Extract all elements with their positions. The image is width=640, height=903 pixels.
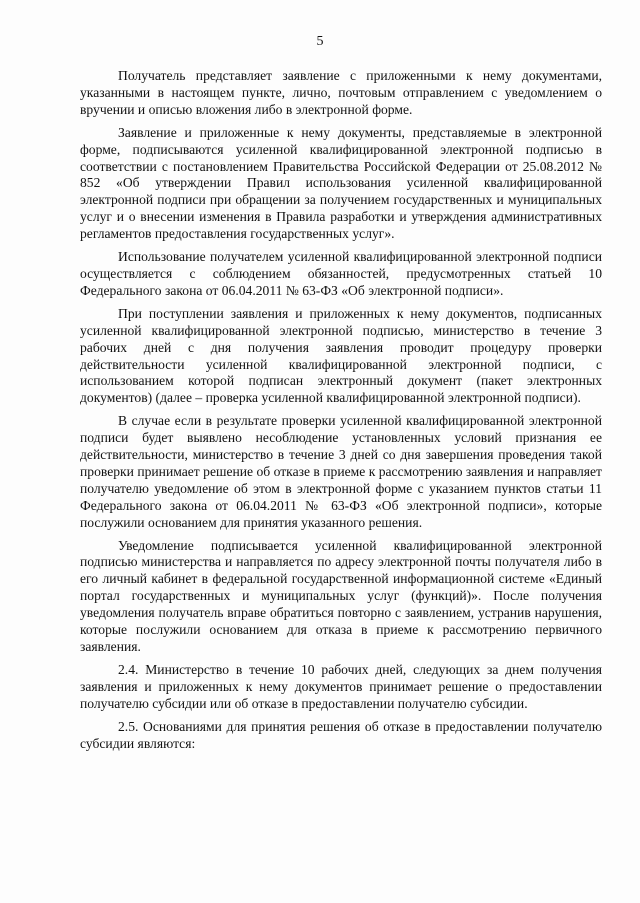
paragraph-submission-methods: Получатель представляет заявление с приложенными к нему документами, указанными в настоящем пункте, лично, почтовым отправлением с уведомлением о вручении и описью вложения либо в электронной форме. — [80, 68, 602, 117]
paragraph-notification: Уведомление подписывается усиленной квалифицированной электронной подписью министерства и направляется по адресу электронной почты получателя либо в его личный кабинет в федеральной государственной информационной системе «Единый портал государственных и муниципальных услуг (функций)». После получения уведомления получатель вправе обратиться повторно с заявлением, устранив нарушения, которые послужили основанием для отказа в приеме к рассмотрению первичного заявления. — [80, 537, 602, 654]
paragraph-signature-usage: Использование получателем усиленной квалифицированной электронной подписи осуществляется с соблюдением обязанностей, предусмотренных статьей 10 Федерального закона от 06.04.2011 № 63-ФЗ «Об электронной подписи». — [80, 249, 602, 298]
paragraph-section-2-4: 2.4. Министерство в течение 10 рабочих дней, следующих за днем получения заявления и приложенных к нему документов принимает решение о предоставлении получателю субсидии или об отказе в предоставлении получателю субсидии. — [80, 661, 602, 711]
document-body — [80, 68, 602, 754]
paragraph-section-2-5: 2.5. Основаниями для принятия решения об отказе в предоставлении получателю субсидии являются: — [80, 718, 602, 751]
page-number: 5 — [316, 34, 324, 49]
paragraph-signature-verification: При поступлении заявления и приложенных к нему документов, подписанных усиленной квалифицированной электронной подписью, министерство в течение 3 рабочих дней с дня получения заявления проводит процедуру проверки действительности усиленной квалифицированной электронной подписи, с использованием которой подписан электронный документ (пакет электронных документов) (далее – проверка усиленной квалифицированной электронной подписи). — [80, 305, 602, 406]
paragraph-electronic-signature-requirement: Заявление и приложенные к нему документы, представляемые в электронной форме, подписываются усиленной квалифицированной электронной подписью в соответствии с постановлением Правительства Российской Федерации от 25.08.2012 № 852 «Об утверждении Правил использования усиленной квалифицированной электронной подписи при обращении за получением государственных и муниципальных услуг и о внесении изменения в Правила разработки и утверждения административных регламентов предоставления государственных услуг». — [80, 124, 602, 242]
paragraph-verification-failure: В случае если в результате проверки усиленной квалифицированной электронной подписи будет выявлено несоблюдение установленных условий признания ее действительности, министерство в течение 3 дней со дня завершения проведения такой проверки принимает решение об отказе в приеме к рассмотрению заявления и направляет получателю уведомление об этом в электронной форме с указанием пунктов статьи 11 Федерального закона от 06.04.2011 № 63-ФЗ «Об электронной подписи», которые послужили основанием для принятия указанного решения. — [80, 413, 602, 530]
